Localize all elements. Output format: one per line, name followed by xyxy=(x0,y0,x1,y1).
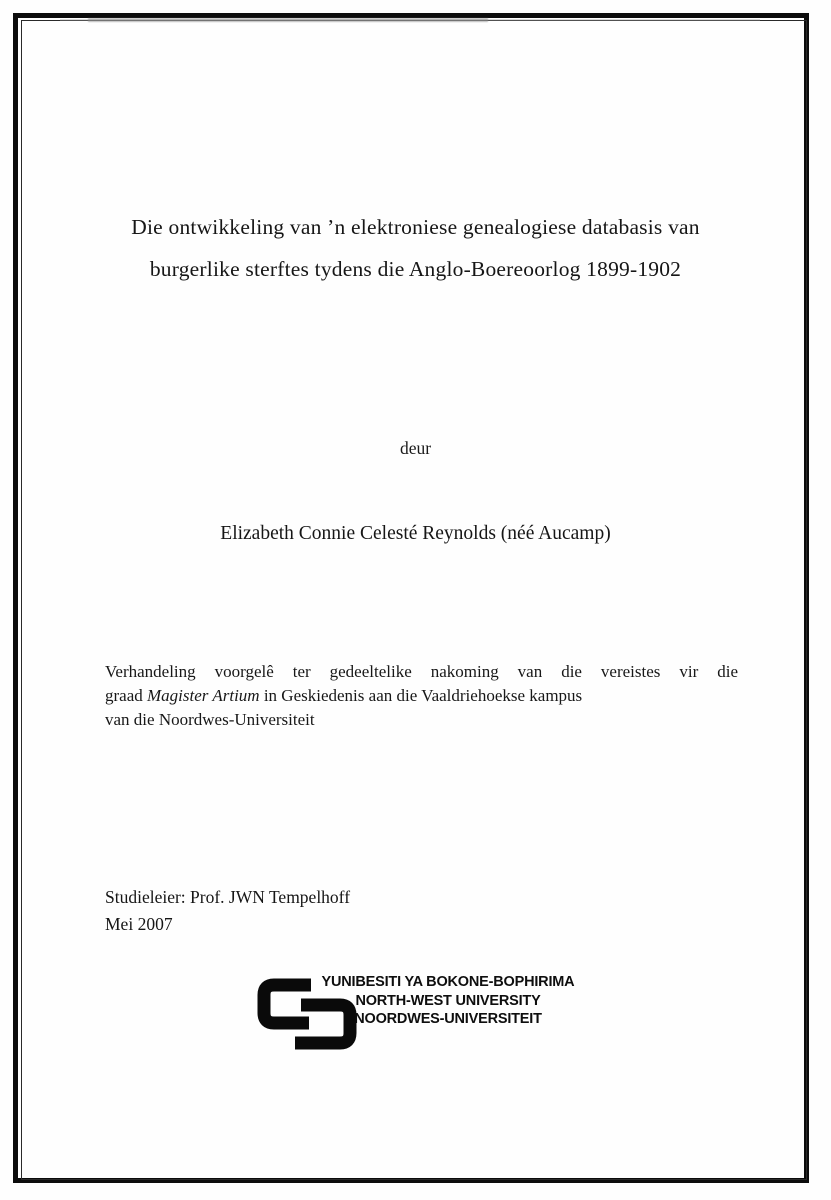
supervisor-block xyxy=(105,884,350,938)
author-name: Elizabeth Connie Celesté Reynolds (néé Aucamp) xyxy=(220,523,611,544)
submission-line2-prefix: graad xyxy=(105,686,148,705)
byline-label: deur xyxy=(399,438,432,458)
supervisor: Studieleier: Prof. JWN Tempelhoff xyxy=(105,887,351,907)
submission-statement xyxy=(105,660,738,732)
logo-line-english: NORTH-WEST UNIVERSITY xyxy=(355,992,541,1009)
university-logo xyxy=(256,970,586,1062)
date: Mei 2007 xyxy=(105,914,173,934)
logo-line-setswana: YUNIBESITI YA BOKONE-BOPHIRIMA xyxy=(321,974,575,990)
thesis-title xyxy=(0,206,831,290)
submission-line2-suffix: in Geskiedenis aan die Vaaldriehoekse kampus xyxy=(259,686,583,705)
degree-name: Magister Artium xyxy=(147,686,260,705)
thesis-title-line2: burgerlike sterftes tydens die Anglo-Boereoorlog 1899-1902 xyxy=(149,257,682,281)
submission-line2 xyxy=(105,684,738,708)
university-logo-text xyxy=(312,973,584,1029)
logo-line-afrikaans: NOORDWES-UNIVERSITEIT xyxy=(354,1011,542,1027)
scan-artifact xyxy=(60,19,760,21)
submission-line3: van die Noordwes-Universiteit xyxy=(105,710,315,729)
submission-line1: Verhandeling voorgelê ter gedeeltelike nakoming van die vereistes vir die xyxy=(105,662,738,681)
thesis-title-line1: Die ontwikkeling van ’n elektroniese genealogiese databasis van xyxy=(131,215,700,239)
